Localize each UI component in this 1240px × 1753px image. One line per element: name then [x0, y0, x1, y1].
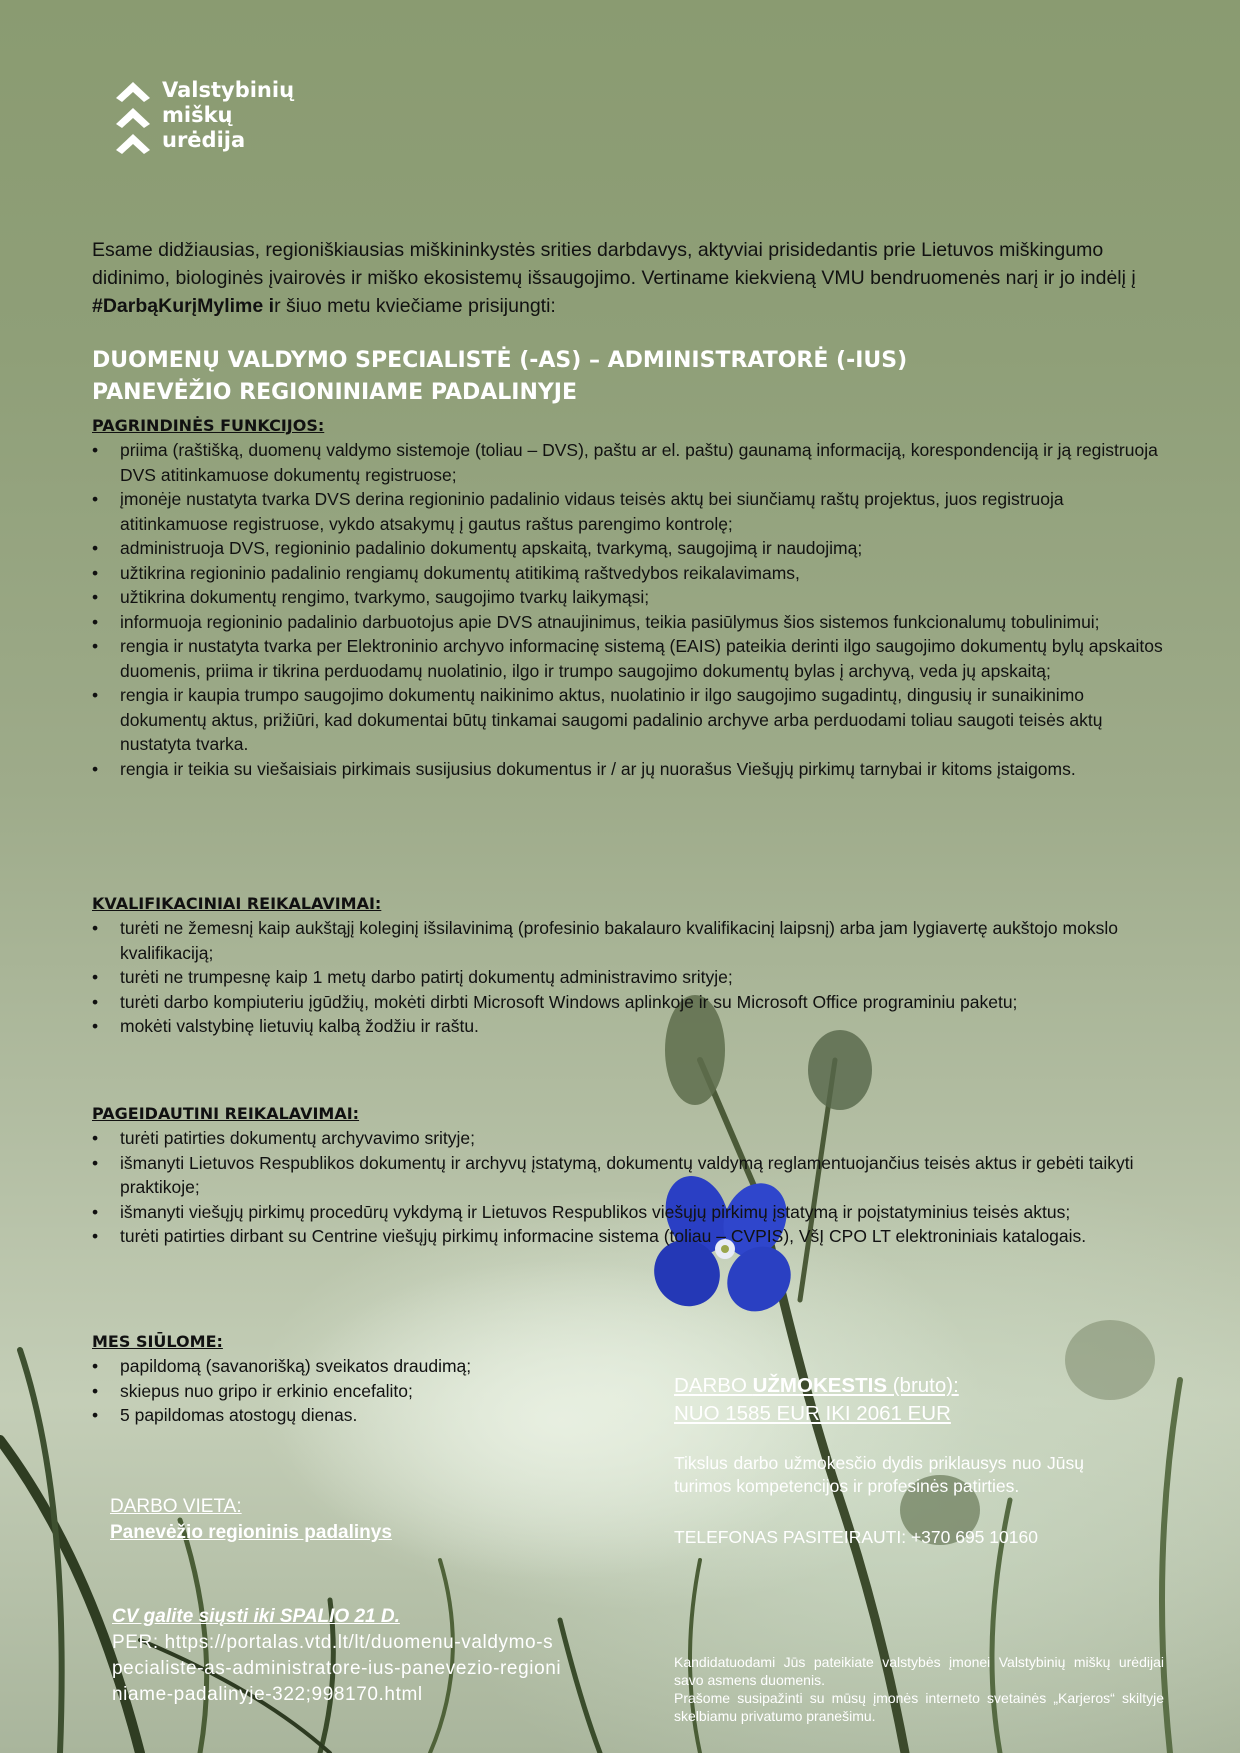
list-item: • administruoja DVS, regioninio padalinio dokumentų apskaitą, tvarkymą, saugojimą ir naudojimą; — [92, 536, 1172, 561]
salary-bold: UŽMOKESTIS — [752, 1374, 888, 1397]
offer-list — [92, 1354, 612, 1428]
list-item: • turėti ne trumpesnę kaip 1 metų darbo patirtį dokumentų administravimo srityje; — [92, 965, 1172, 990]
cv-deadline: CV galite siųsti iki SPALIO 21 D. — [112, 1606, 400, 1627]
workplace-name: Panevėžio regioninis padalinys — [110, 1522, 392, 1543]
list-item: • priima (raštišką, duomenų valdymo sistemoje (toliau – DVS), paštu ar el. paštu) gaunamą informaciją, korespondenciją ir ją registruoja DVS atitinkamuose dokumentų registruose; — [92, 438, 1172, 487]
list-item: • informuoja regioninio padalinio darbuotojus apie DVS atnaujinimus, teikia pasiūlymus šios sistemos funkcionalumų tobulinimui; — [92, 610, 1172, 635]
list-item: • turėti patirties dokumentų archyvavimo srityje; — [92, 1126, 1172, 1151]
salary-block — [674, 1372, 959, 1428]
list-item: • rengia ir kaupia trumpo saugojimo dokumentų naikinimo aktus, nuolatinio ir ilgo saugojimo sugadintų, dingusių ir sunaikinimo dokumentų aktus, prižiūri, kad dokumentai būtų tinkamai saugomi padalinio archyve arba perduodami toliau saugoti teisės aktų nustatyta tvarka. — [92, 683, 1172, 757]
functions-list — [92, 438, 1172, 781]
logo-line-3: urėdija — [162, 128, 246, 152]
list-item: • mokėti valstybinę lietuvių kalbą žodžiu ir raštu. — [92, 1014, 1172, 1039]
list-item: • turėti patirties dirbant su Centrine viešųjų pirkimų informacine sistema (toliau – CVPIS), VšĮ CPO LT elektroniniais katalogais. — [92, 1224, 1172, 1249]
offer-section — [92, 1332, 612, 1428]
list-item: • turėti darbo kompiuteriu įgūdžių, mokėti dirbti Microsoft Windows aplinkoje ir su Microsoft Office programiniu paketu; — [92, 990, 1172, 1015]
list-item: • skiepus nuo gripo ir erkinio encefalito; — [92, 1379, 612, 1404]
list-item: • išmanyti viešųjų pirkimų procedūrų vykdymą ir Lietuvos Respublikos viešųjų pirkimų įstatymą ir poįstatyminius teisės aktus; — [92, 1200, 1172, 1225]
list-item: • rengia ir teikia su viešaisiais pirkimais susijusius dokumentus ir / ar jų nuorašus Viešųjų pirkimų tarnybai ir kitoms įstaigoms. — [92, 757, 1172, 782]
list-item: • rengia ir nustatyta tvarka per Elektroninio archyvo informacinę sistemą (EAIS) pateikia derinti ilgo saugojimo dokumentų bylų apskaitos duomenis, priima ir tikrina perduodamų nuolatinio, ilgo ir trumpo saugojimo dokumentų bylas į archyvą, veda jų apskaitą; — [92, 634, 1172, 683]
privacy-line-2: Prašome susipažinti su mūsų įmonės interneto svetainės „Karjeros“ skiltyje skelbiamu privatumo pranešimu. — [674, 1690, 1164, 1724]
logo-wordmark — [162, 78, 294, 153]
chevron-stack-icon — [114, 78, 152, 154]
vmu-logo — [114, 78, 294, 154]
workplace-label: DARBO VIETA: — [110, 1496, 242, 1517]
cv-block — [112, 1604, 562, 1708]
list-item: • papildomą (savanorišką) sveikatos draudimą; — [92, 1354, 612, 1379]
functions-heading: PAGRINDINĖS FUNKCIJOS: — [92, 416, 325, 435]
job-title — [92, 345, 907, 409]
qualifications-list — [92, 916, 1172, 1039]
functions-section — [92, 416, 1172, 781]
logo-line-2: miškų — [162, 103, 233, 127]
offer-heading: MES SIŪLOME: — [92, 1332, 223, 1351]
list-item: • užtikrina regioninio padalinio rengiamų dokumentų atitikimą raštvedybos reikalavimams, — [92, 561, 1172, 586]
job-title-line-1: DUOMENŲ VALDYMO SPECIALISTĖ (-AS) – ADMINISTRATORĖ (-IUS) — [92, 348, 908, 373]
list-item: • išmanyti Lietuvos Respublikos dokumentų ir archyvų įstatymą, dokumentų valdymą reglamentuojančius teisės aktus ir gebėti taikyti praktikoje; — [92, 1151, 1172, 1200]
qualifications-heading: KVALIFIKACINIAI REIKALAVIMAI: — [92, 894, 382, 913]
salary-heading — [674, 1372, 959, 1400]
list-item: • įmonėje nustatyta tvarka DVS derina regioninio padalinio vidaus teisės aktų bei siunčiamų raštų projektus, juos registruoja atitinkamuose registruose, vykdo atsakymų į gautus raštus parengimo kontrolę; — [92, 487, 1172, 536]
logo-line-1: Valstybinių — [162, 78, 295, 102]
list-item: • 5 papildomas atostogų dienas. — [92, 1403, 612, 1428]
phone-contact: TELEFONAS PASITEIRAUTI: +370 695 10160 — [674, 1527, 1038, 1547]
job-title-line-2: PANEVĖŽIO REGIONINIAME PADALINYJE — [92, 380, 578, 405]
intro-text-end: r šiuo metu kviečiame prisijungti: — [274, 295, 556, 317]
salary-suffix: (bruto): — [887, 1374, 959, 1397]
workplace-block — [110, 1494, 392, 1546]
cv-link[interactable]: PER: https://portalas.vtd.lt/lt/duomenu-valdymo-specialiste-as-administratore-ius-panevezio-regioniniame-padalinyje-322;998170.html — [112, 1632, 562, 1705]
preferred-section — [92, 1104, 1172, 1249]
privacy-notice — [674, 1653, 1164, 1725]
preferred-heading: PAGEIDAUTINI REIKALAVIMAI: — [92, 1104, 360, 1123]
list-item: • užtikrina dokumentų rengimo, tvarkymo, saugojimo tvarkų laikymąsi; — [92, 585, 1172, 610]
qualifications-section — [92, 894, 1172, 1039]
preferred-list — [92, 1126, 1172, 1249]
salary-range: NUO 1585 EUR IKI 2061 EUR — [674, 1402, 951, 1425]
intro-text: Esame didžiausias, regioniškiausias miškininkystės srities darbdavys, aktyviai prisidedantis prie Lietuvos miškingumo didinimo, biologinės įvairovės ir miško ekosistemų išsaugojimo. Vertiname kiekvieną VMU bendruomenės narį ir jo indėlį į — [92, 239, 1136, 289]
salary-prefix: DARBO — [674, 1374, 753, 1397]
list-item: • turėti ne žemesnį kaip aukštąjį koleginį išsilavinimą (profesinio bakalauro kvalifikacinį laipsnį) arba jam lygiavertę aukštojo mokslo kvalifikaciją; — [92, 916, 1172, 965]
intro-paragraph — [92, 236, 1152, 320]
salary-note: Tikslus darbo užmokesčio dydis priklausys nuo Jūsų turimos kompetencijos ir profesinės patirties. — [674, 1453, 1084, 1496]
intro-hashtag: #DarbąKurįMylime i — [92, 295, 275, 317]
privacy-line-1: Kandidatuodami Jūs pateikiate valstybės įmonei Valstybinių miškų urėdijai savo asmens duomenis. — [674, 1654, 1164, 1688]
